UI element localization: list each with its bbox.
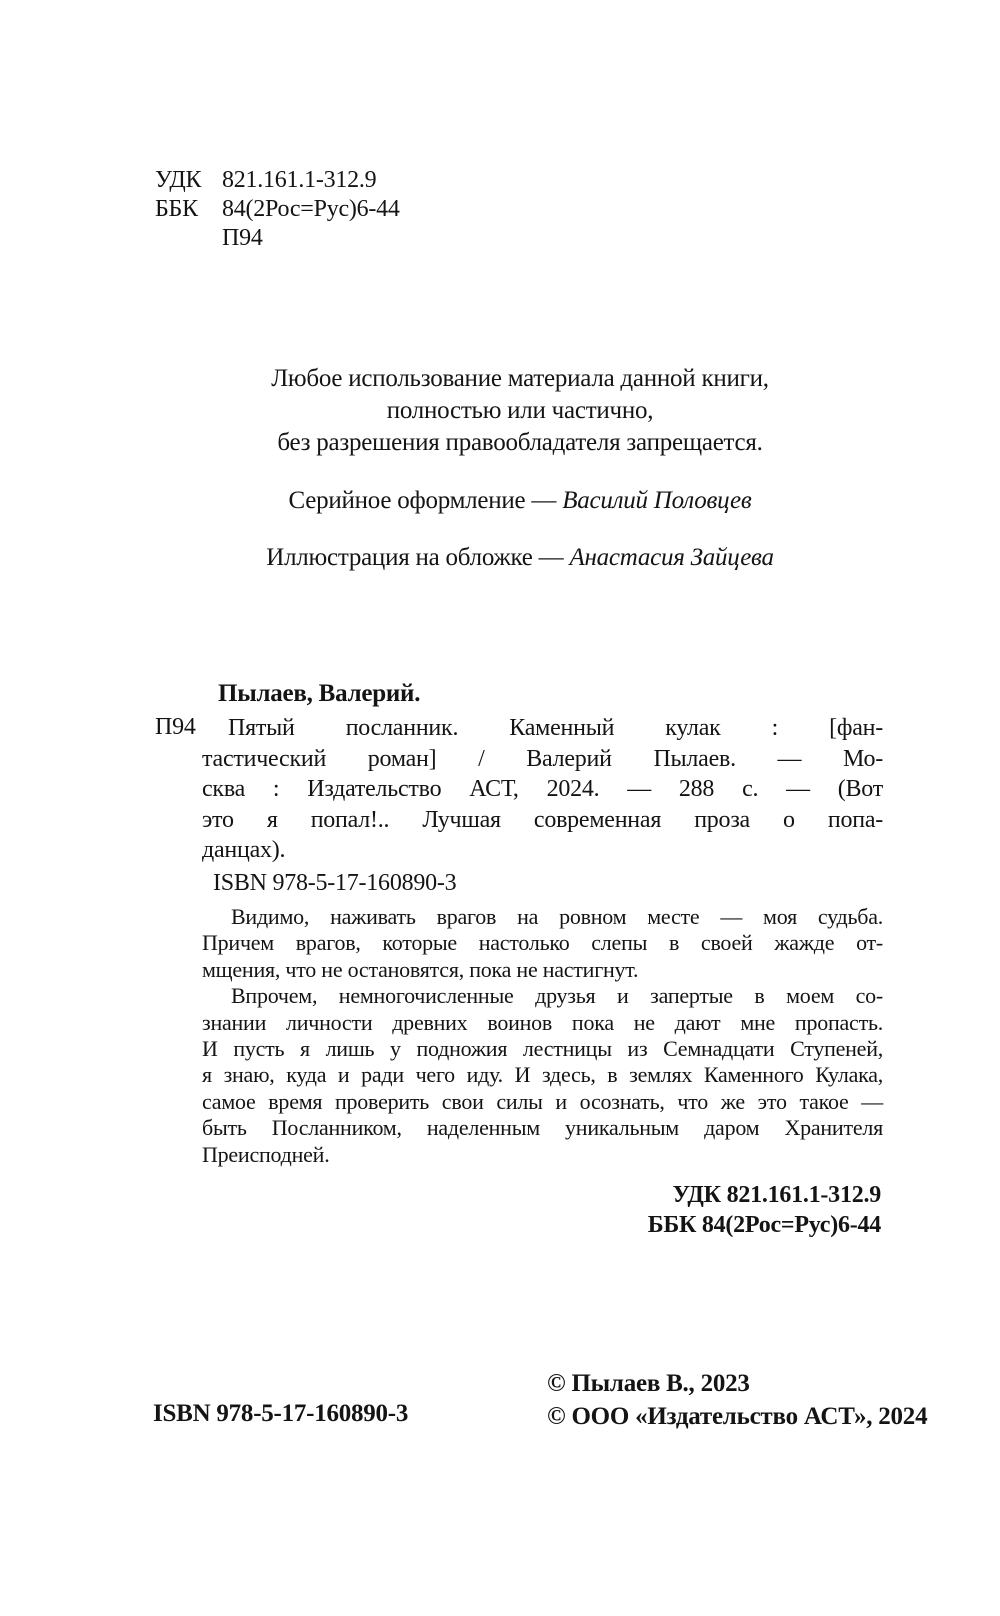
udk-row <box>155 166 400 195</box>
annotation-line: мщения, что не остановятся, пока не настигнут. <box>202 956 639 982</box>
isbn-catalog: ISBN 978-5-17-160890-3 <box>213 870 457 896</box>
cover-illustration-credit <box>155 544 885 572</box>
copyright-block <box>547 1367 927 1433</box>
udk-label: УДК <box>155 167 202 193</box>
rights-notice-line: Любое использование материала данной книги, <box>271 365 769 392</box>
bbk-value: 84(2Рос=Рус)6-44 <box>222 196 400 222</box>
annotation-line: Причем врагов, которые настолько слепы в своей жажде от- <box>202 930 883 956</box>
top-classification-block <box>155 166 400 253</box>
bottom-udk: УДК 821.161.1-312.9 <box>672 1182 881 1208</box>
bbk-label: ББК <box>155 196 198 222</box>
author-sign: П94 <box>222 225 263 251</box>
annotation <box>202 904 883 1168</box>
udk-value: 821.161.1-312.9 <box>222 167 377 193</box>
bibliographic-entry-line: данцах). <box>202 837 286 864</box>
bibliographic-entry <box>202 713 883 866</box>
annotation-line: Впрочем, немногочисленные друзья и запертые в моем со- <box>231 983 883 1009</box>
bbk-row <box>155 195 400 224</box>
bottom-classification-block <box>648 1180 881 1240</box>
bibliographic-entry-line: сква : Издательство АСТ, 2024. — 288 с. — (Вот <box>202 776 883 803</box>
cover-illustration-role: Иллюстрация на обложке <box>266 544 533 571</box>
author-heading: Пылаев, Валерий. <box>218 680 421 707</box>
catalog-author-sign: П94 <box>155 714 196 740</box>
bibliographic-entry-line: Пятый посланник. Каменный кулак : [фан- <box>228 715 883 741</box>
series-design-name: Василий Половцев <box>562 487 752 514</box>
annotation-line: Видимо, наживать врагов на ровном месте — моя судьба. <box>231 904 883 929</box>
annotation-line: Преисподней. <box>202 1141 330 1167</box>
rights-notice-line: полностью или частично, <box>386 397 654 424</box>
cover-illustration-name: Анастасия Зайцева <box>569 544 774 571</box>
rights-notice <box>155 363 885 459</box>
author-sign-spacer <box>155 224 222 253</box>
annotation-line: самое время проверить свои силы и осознать, что же это такое — <box>202 1088 883 1114</box>
series-design-role: Серийное оформление <box>288 487 526 514</box>
annotation-line: я знаю, куда и ради чего иду. И здесь, в землях Каменного Кулака, <box>202 1062 883 1088</box>
isbn-footer: ISBN 978-5-17-160890-3 <box>153 1400 409 1427</box>
series-design-credit <box>155 487 885 515</box>
rights-notice-line: без разрешения правообладателя запрещается. <box>277 429 763 456</box>
credit-separator: — <box>531 487 557 514</box>
annotation-line: знании личности древних воинов пока не дают мне пропасть. <box>202 1009 883 1035</box>
bibliographic-entry-line: это я попал!.. Лучшая современная проза о попа- <box>202 806 883 833</box>
bottom-bbk: ББК 84(2Рос=Рус)6-44 <box>647 1212 881 1238</box>
copyright-publisher: © ООО «Издательство АСТ», 2024 <box>547 1403 928 1430</box>
credit-separator: — <box>538 544 564 571</box>
copyright-author: © Пылаев В., 2023 <box>547 1370 750 1397</box>
author-sign-row <box>155 224 400 253</box>
bibliographic-entry-line: тастический роман] / Валерий Пылаев. — Мо- <box>202 745 883 772</box>
annotation-line: быть Посланником, наделенным уникальным даром Хранителя <box>202 1115 883 1141</box>
annotation-line: И пусть я лишь у подножия лестницы из Семнадцати Ступеней, <box>202 1036 883 1062</box>
